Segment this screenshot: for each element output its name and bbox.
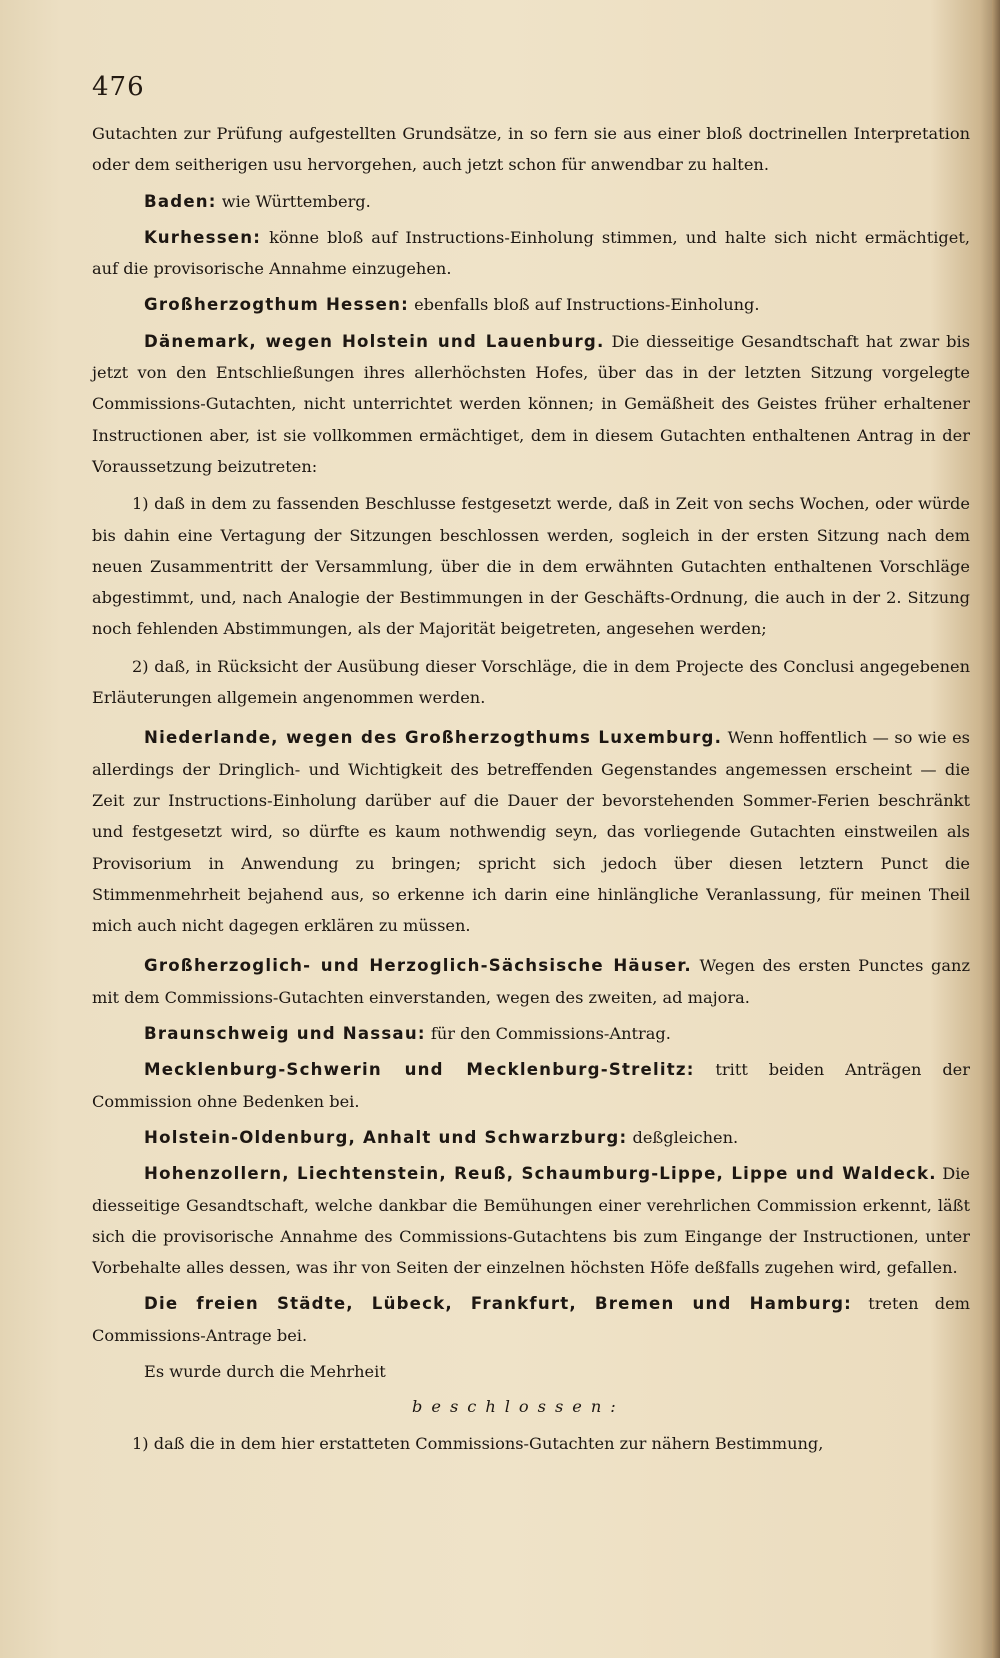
numbered-item-2 [92, 651, 970, 714]
continuation-paragraph [92, 118, 970, 181]
paragraph-text: deßgleichen. [627, 1127, 739, 1147]
vote-grossherzogthum-hessen [92, 289, 970, 320]
paragraph-text: wie Württemberg. [216, 191, 371, 211]
state-heading: Braunschweig und Nassau: [144, 1024, 426, 1044]
state-heading: Die freien Städte, Lübeck, Frankfurt, Bremen und Hamburg: [144, 1294, 853, 1314]
vote-holstein-oldenburg [92, 1122, 970, 1153]
paragraph-text: Gutachten zur Prüfung aufgestellten Grundsätze, in so fern sie aus einer bloß doctrinellen Interpretation oder dem seitherigen usu hervorgehen, auch jetzt schon für anwendbar zu halten. [92, 124, 970, 175]
state-heading: Großherzogthum Hessen: [144, 295, 409, 315]
vote-baden [92, 186, 970, 217]
state-heading: Mecklenburg-Schwerin und Mecklenburg-Strelitz: [144, 1060, 695, 1080]
state-heading: Kurhessen: [144, 227, 262, 247]
paragraph-text: 2) daß, in Rücksicht der Ausübung dieser Vorschläge, die in dem Projecte des Conclusi angegebenen Erläuterungen allgemein angenommen werden. [92, 656, 970, 708]
vote-braunschweig-nassau [92, 1018, 970, 1049]
paragraph-text: für den Commissions-Antrag. [425, 1024, 671, 1044]
numbered-item-1 [92, 488, 970, 644]
resolution-word: beschlossen: [412, 1397, 625, 1417]
paragraph-text: Die diesseitige Gesandtschaft, welche dankbar die Bemühungen einer verehrlichen Commission erkennt, läßt sich die provisorische Annahme des Commissions-Gutachtens bis zum Eingange der Instructionen, unter Vorbehalte alles dessen, was ihr von Seiten der einzelnen höchsten Höfe deßfalls zugehen wird, gefallen. [92, 1164, 971, 1278]
resolution-item-1 [92, 1428, 970, 1459]
vote-kurhessen [92, 222, 970, 285]
paragraph-text: Wenn hoffentlich — so wie es allerdings der Dringlich- und Wichtigkeit des betreffenden Gegenstandes angemessen erscheint — die Zeit zur Instructions-Einholung darüber auf die Dauer der bevorstehenden Sommer-Ferien beschränkt und festgesetzt wird, so dürfte es kaum nothwendig seyn, das vorliegende Gutachten einstweilen als Provisorium in Anwendung zu bringen; spricht sich jedoch über diesen letztern Punct die Stimmenmehrheit bejahend aus, so erkenne ich darin eine hinlängliche Veranlassung, für meinen Theil mich auch nicht dagegen erklären zu müssen. [92, 728, 970, 936]
state-heading: Großherzoglich- und Herzoglich-Sächsische Häuser. [144, 956, 692, 976]
paragraph-text: treten dem Commissions-Antrage bei. [92, 1294, 970, 1345]
resolution-heading [92, 1391, 970, 1422]
vote-freie-staedte [92, 1288, 970, 1351]
paragraph-text: könne bloß auf Instructions-Einholung stimmen, und halte sich nicht ermächtiget, auf die provisorische Annahme einzugehen. [92, 227, 970, 279]
paragraph-text: 1) daß die in dem hier erstatteten Commissions-Gutachten zur nähern Bestimmung, [132, 1433, 824, 1453]
paragraph-text: Die diesseitige Gesandtschaft hat zwar bis jetzt von den Entschließungen ihres allerhöchsten Hofes, über das in der letzten Sitzung vorgelegte Commissions-Gutachten, nicht unterrichtet werden können; in Gemäßheit des Geistes früher erhaltener Instructionen aber, ist sie vollkommen ermächtiget, dem in diesem Gutachten enthaltenen Antrag in der Voraussetzung beizutreten: [92, 331, 970, 476]
state-heading: Hohenzollern, Liechtenstein, Reuß, Schaumburg-Lippe, Lippe und Waldeck. [144, 1164, 937, 1184]
state-heading: Holstein-Oldenburg, Anhalt und Schwarzburg: [144, 1127, 628, 1147]
paragraph-text: 1) daß in dem zu fassenden Beschlusse festgesetzt werde, daß in Zeit von sechs Wochen, oder würde bis dahin eine Vertagung der Sitzungen beschlossen werden, sogleich in der ersten Sitzung nach dem neuen Zusammentritt der Versammlung, über die in dem erwähnten Gutachten enthaltenen Vorschläge abgestimmt, und, nach Analogie der Bestimmungen in der Geschäfts-Ordnung, die auch in der 2. Sitzung noch fehlenden Abstimmungen, als der Majorität beigetreten, angesehen werden; [92, 494, 970, 639]
paragraph-text: tritt beiden Anträgen der Commission ohne Bedenken bei. [92, 1060, 970, 1111]
state-heading: Baden: [144, 191, 217, 211]
vote-daenemark [92, 326, 970, 482]
page-number: 476 [92, 72, 145, 102]
majority-line [92, 1356, 970, 1387]
vote-saechsische-haeuser [92, 950, 970, 1013]
page-body [92, 118, 970, 1459]
vote-hohenzollern [92, 1158, 970, 1283]
vote-mecklenburg [92, 1054, 970, 1117]
paragraph-text: ebenfalls bloß auf Instructions-Einholung. [408, 295, 760, 315]
paragraph-text: Es wurde durch die Mehrheit [144, 1361, 386, 1381]
paragraph-text: Wegen des ersten Punctes ganz mit dem Commissions-Gutachten einverstanden, wegen des zweiten, ad majora. [92, 956, 971, 1007]
state-heading: Dänemark, wegen Holstein und Lauenburg. [144, 331, 605, 351]
page-edge-shadow [992, 0, 1000, 1658]
vote-niederlande [92, 722, 970, 941]
state-heading: Niederlande, wegen des Großherzogthums Luxemburg. [144, 728, 723, 748]
